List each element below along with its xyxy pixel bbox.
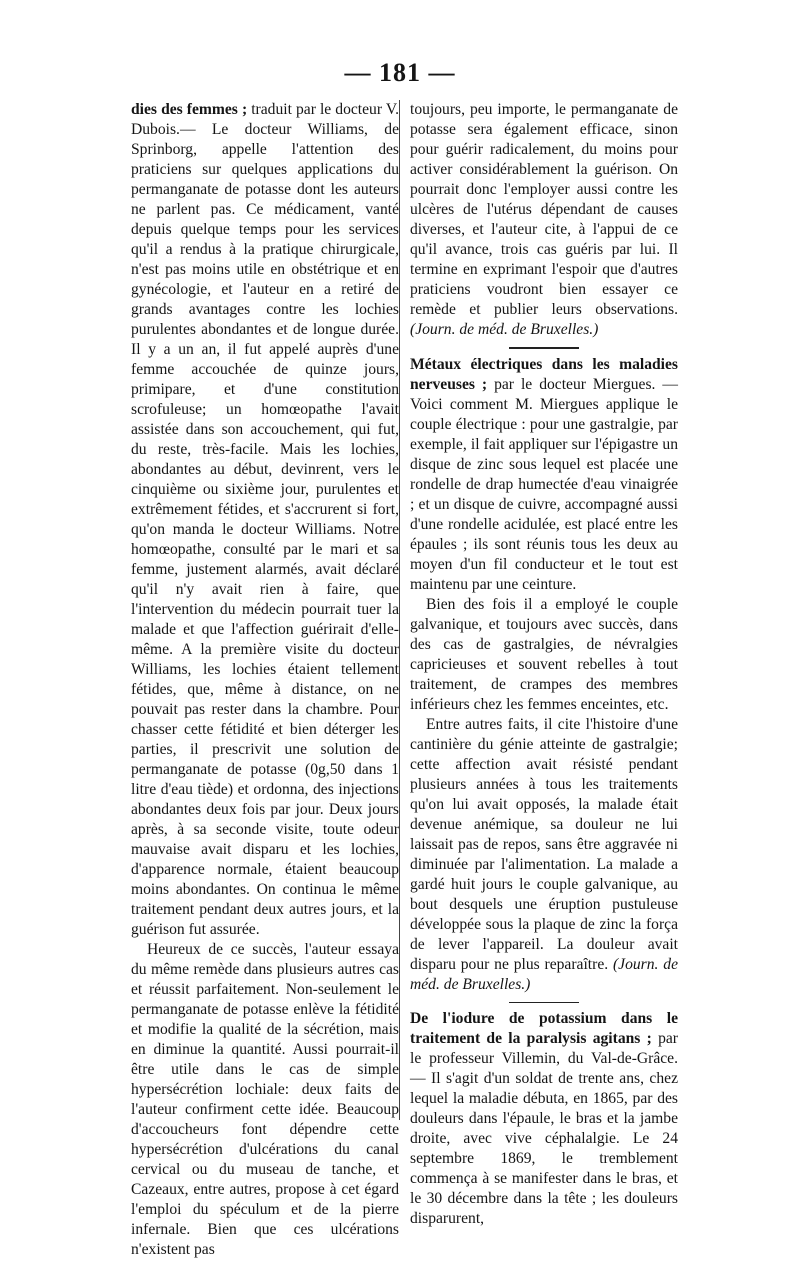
section-metaux-text: par le docteur Miergues. — Voici comment M. Miergues applique le couple électrique : pour une gastralgie, par exemple, il fait appliquer sur l'épigastre un disque de zinc sous lequel est placée une rondelle de drap humectée d'eau vinaigrée ; et un disque de cuivre, accompagné aussi d'une rondelle acidulée, est placé entre les épaules ; ils sont réunis tous les deux au moyen d'un fil conducteur et le tout est maintenu par une ceinture. (410, 375, 678, 593)
section-heading-left-1: dies des femmes ; (131, 101, 248, 118)
left-paragraph-1-text: traduit par le docteur V. Dubois.— Le docteur Williams, de Sprinborg, appelle l'attention des praticiens sur quelques applications du permanganate de potasse dont les auteurs ne parlent pas. Ce médicament, vanté depuis quelque temps pour les services qu'il a rendus à la pratique chirurgicale, n'est pas moins utile en obstétrique et en gynécologie, et l'auteur en a retiré de grands avantages contre les lochies purulentes abondantes et de longue durée. Il y a un an, il fut appelé auprès d'une femme accouchée de quinze jours, primipare, et d'une constitution scrofuleuse; un homœopathe l'avait assistée dans son accouchement, qui fut, du reste, très-facile. Mais les lochies, abondantes au début, devinrent, vers le cinquième ou sixième jour, purulentes et extrêmement fétides, et s'accrurent si fort, qu'on manda le docteur Williams. Notre homœopathe, consulté par le mari et sa femme, justement alarmés, avait déclaré qu'il n'y avait rien à faire, que l'intervention du médecin pourrait tuer la malade et que l'affection guérirait d'elle-même. A la première visite du docteur Williams, les lochies étaient tellement fétides, que, même à distance, on ne pouvait pas rester dans la chambre. Pour chasser cette fétidité et bien déterger les parties, il prescrivit une solution de permanganate de potasse (0g,50 dans 1 litre d'eau tiède) et ordonna, des injections abondantes deux fois par jour. Deux jours après, à sa seconde visite, toute odeur mauvaise avait disparu et les lochies, d'apparence normale, étaient beaucoup moins abondantes. On continua le même traitement pendant deux autres jours, et la guérison fut assurée. (131, 101, 399, 938)
separator-rule-1 (509, 347, 579, 349)
section-metaux-paragraph-3 (410, 715, 678, 995)
section-metaux-paragraph-3-text: Entre autres faits, il cite l'histoire d'une cantinière du génie atteinte de gastralgie; cette affection avait résisté pendant plusieurs années à tous les traitements qu'on lui avait opposés, la malade était devenue anémique, sa douleur ne lui laissait pas de repos, sans être aggravée ni diminuée par l'alimentation. La malade a gardé huit jours le couple galvanique, au bout desquels une éruption pustuleuse développée sous la plaque de zinc la força de lever l'appareil. La douleur avait disparu pour ne plus reparaître. (410, 715, 678, 973)
left-paragraph-2: Heureux de ce succès, l'auteur essaya du même remède dans plusieurs autres cas et réussit parfaitement. Non-seulement le permanganate de potasse enlève la fétidité et modifie la qualité de la sécrétion, mais en diminue la quantité. Aussi pourrait-il être utile dans le cas de simple hypersécrétion lochiale: deux faits de l'auteur confirment cette idée. Beaucoup d'accoucheurs font dépendre cette hypersécrétion d'ulcérations du canal cervical ou du museau de tanche, et Cazeaux, entre autres, propose à cet égard l'emploi du spéculum et de la pierre infernale. Bien que ces ulcérations n'existent pas (131, 941, 399, 1258)
column-divider (399, 100, 400, 1120)
section-iodure (410, 1009, 678, 1229)
section-metaux (410, 355, 678, 595)
section-metaux-paragraph-2: Bien des fois il a employé le couple galvanique, et toujours avec succès, dans des cas de gastralgies, de névralgies capricieuses et souvent rebelles à tout traitement, de crampes des membres inférieurs chez les femmes enceintes, etc. (410, 595, 678, 713)
section-iodure-text: par le professeur Villemin, du Val-de-Grâce. — Il s'agit d'un soldat de trente ans, chez lequel la maladie débuta, en 1865, par des douleurs dans l'épaule, le bras et la jambe droite, avec vive céphalalgie. Le 24 septembre 1869, le tremblement commença à se manifester dans le bras, et le 30 décembre dans la tête ; les douleurs disparurent, (410, 1030, 678, 1227)
separator-rule-2 (509, 1002, 579, 1004)
right-column (410, 100, 678, 1229)
right-paragraph-1 (410, 100, 678, 340)
right-paragraph-1-text: toujours, peu importe, le permanganate de potasse sera également efficace, sinon pour guérir radicalement, du moins pour activer considérablement la guérison. On pourrait donc l'employer aussi contre les ulcères de l'utérus dépendant de causes diverses, et l'auteur cite, à l'appui de ce qu'il avance, trois cas guéris par lui. Il termine en exprimant l'espoir que d'autres praticiens voudront bien essayer ce remède et publier leurs observations. (410, 101, 678, 318)
left-paragraph-1 (131, 100, 399, 940)
page-number: — 181 — (344, 58, 456, 87)
citation-2: (Journ. de méd. de Bruxelles.) (410, 955, 678, 993)
citation-1: (Journ. de méd. de Bruxelles.) (410, 321, 599, 338)
left-column (131, 100, 399, 1260)
section-heading-iodure: De l'iodure de potassium dans le traitement de la paralysis agitans ; (410, 1010, 678, 1047)
section-heading-metaux: Métaux électriques dans les maladies nerveuses ; (410, 355, 678, 393)
